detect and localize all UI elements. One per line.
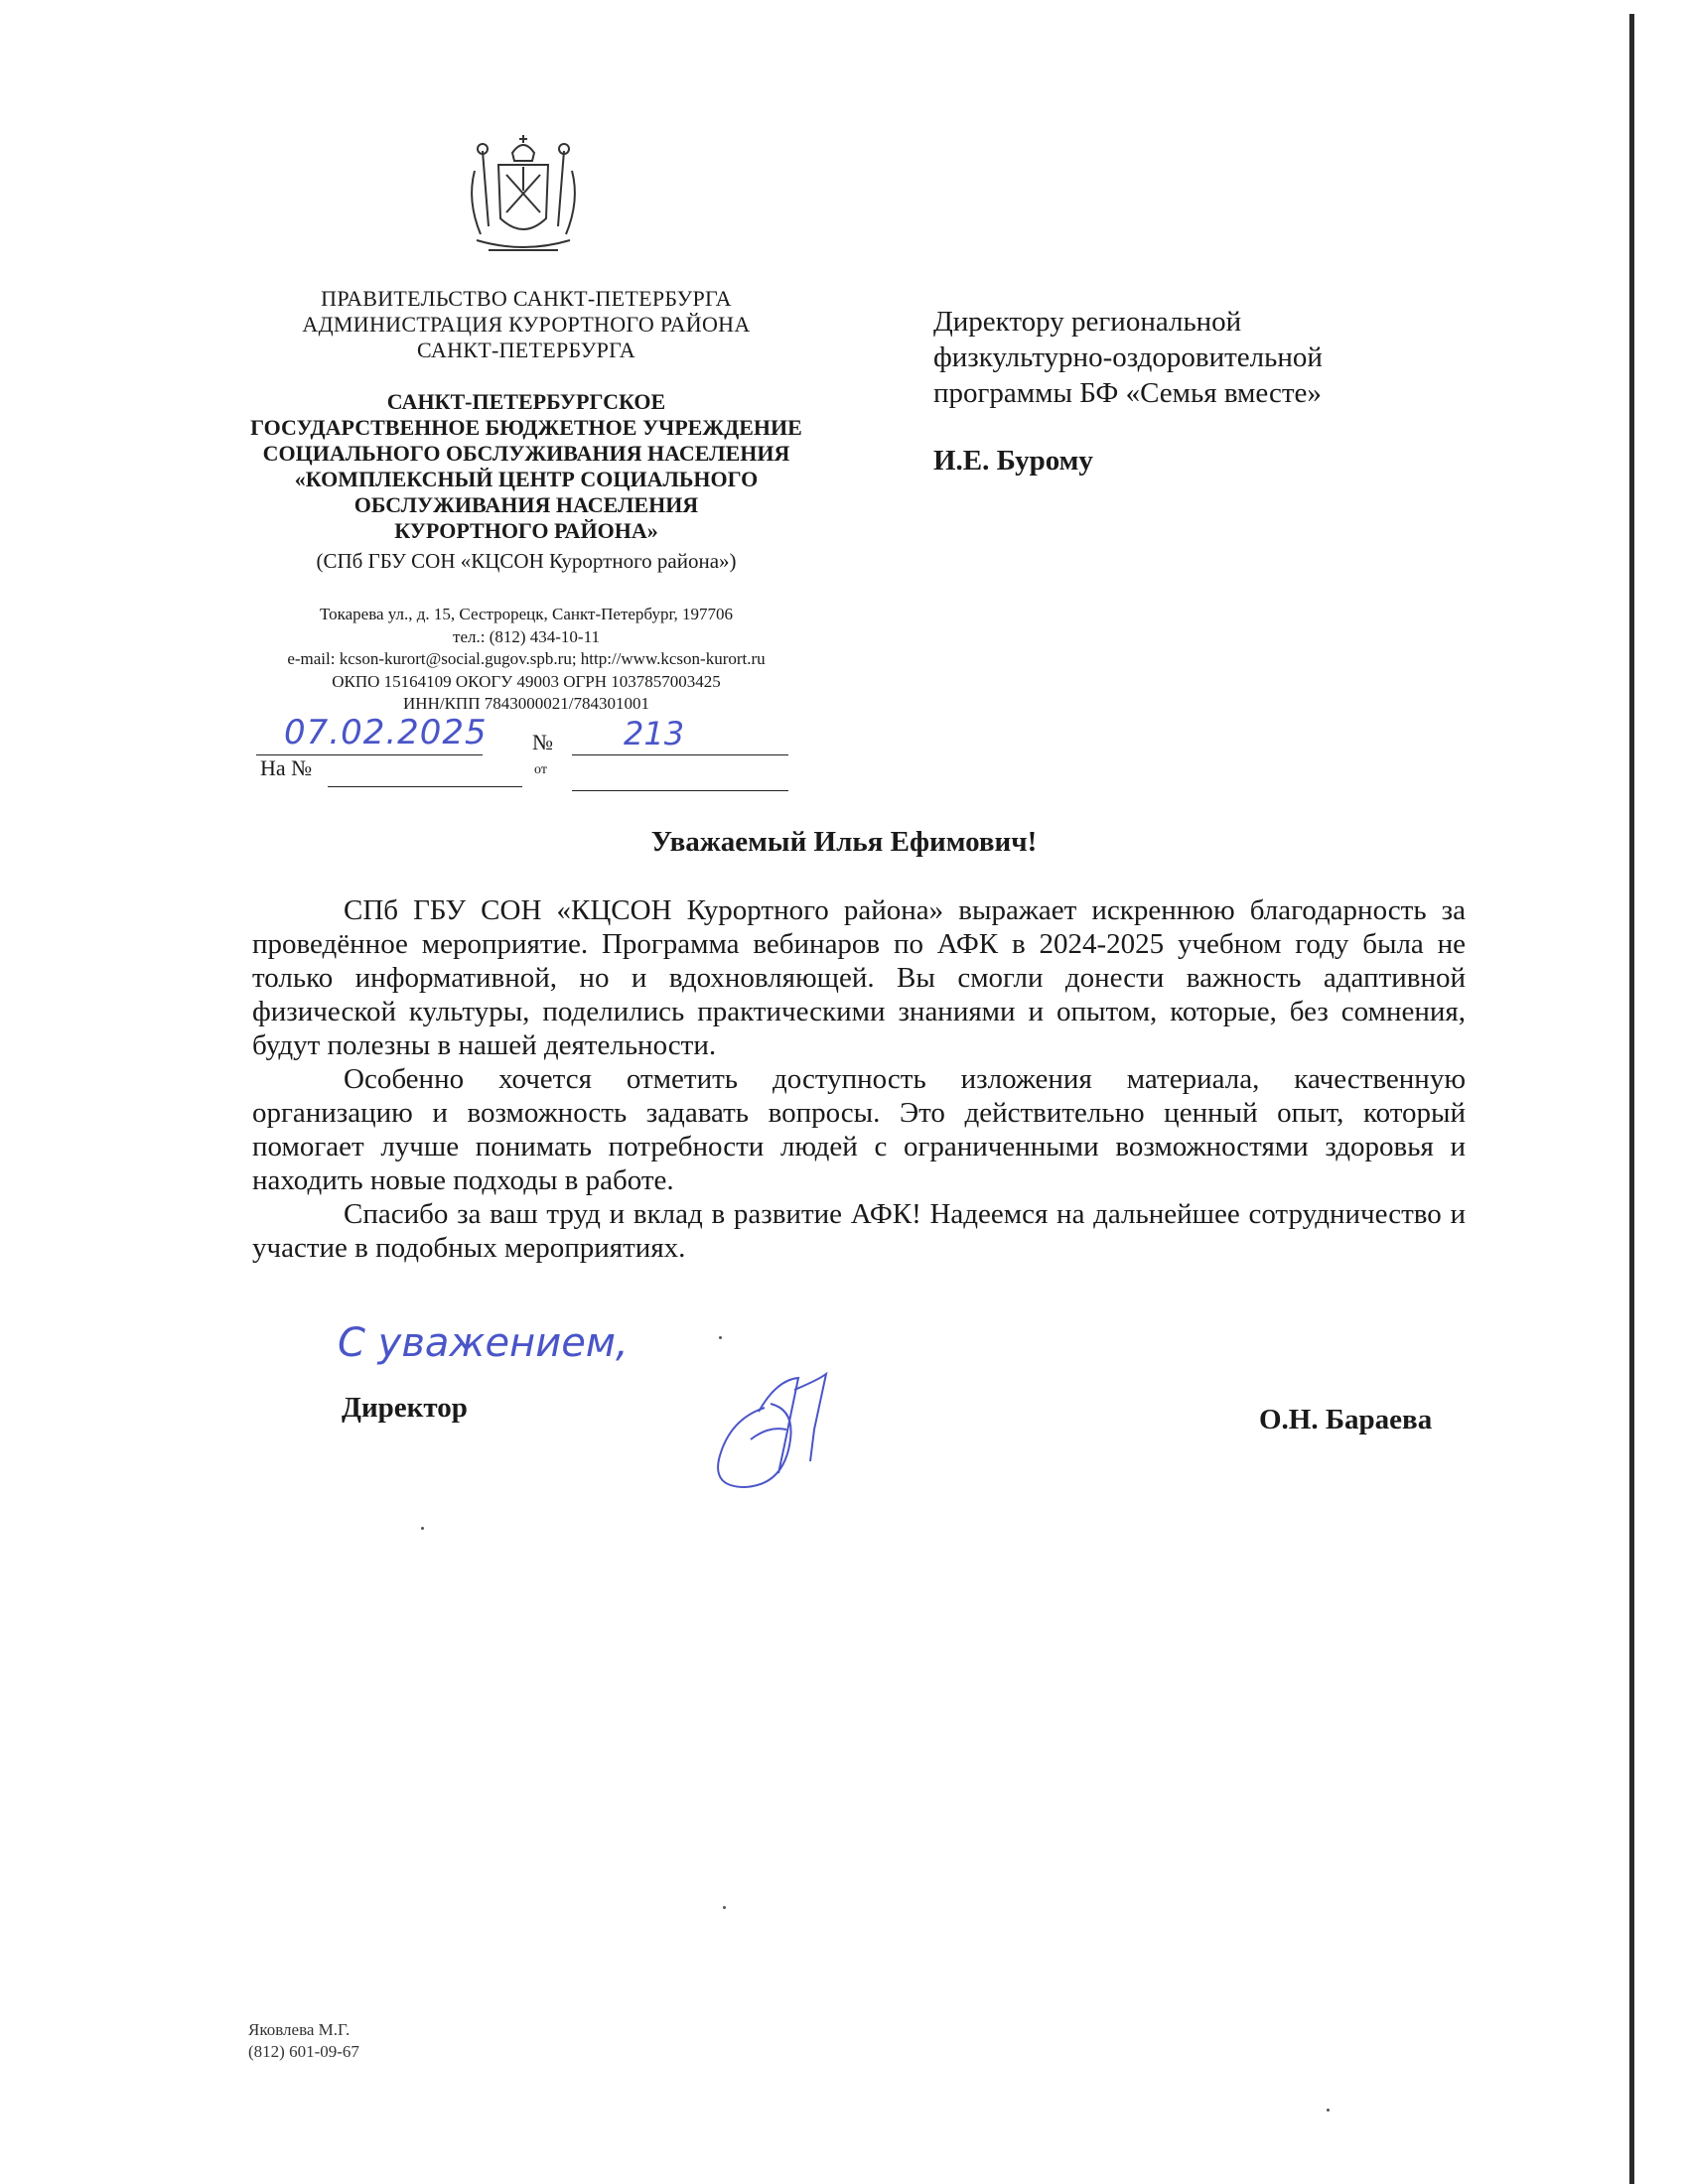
address: Токарева ул., д. 15, Сестрорецк, Санкт-Петербург, 197706	[320, 605, 733, 623]
reply-number-underline	[328, 786, 522, 787]
body-paragraph: СПб ГБУ СОН «КЦСОН Курортного района» выражает искреннюю благодарность за проведённое мероприятие. Программа вебинаров по АФК в 2024-2025 учебном году была не только информативной, но и вдохновляющей. Вы смогли донести важность адаптивной физической культуры, поделились практическими знаниями и опытом, которые, без сомнения, будут полезны в нашей деятельности.	[252, 894, 1466, 1061]
header-line: САНКТ-ПЕТЕРБУРГА	[417, 338, 635, 362]
letter-body	[252, 893, 1466, 1265]
org-line: «КОМПЛЕКСНЫЙ ЦЕНТР СОЦИАЛЬНОГО	[294, 467, 759, 491]
recipient-title	[933, 304, 1489, 411]
email-web: e-mail: kcson-kurort@social.gugov.spb.ru; http://www.kcson-kurort.ru	[287, 649, 766, 668]
organization-short-name: (СПб ГБУ СОН «КЦСОН Курортного района»)	[316, 549, 737, 573]
handwritten-number: 213	[624, 715, 685, 752]
header-line: ПРАВИТЕЛЬСТВО САНКТ-ПЕТЕРБУРГА	[321, 286, 732, 311]
org-line: ОБСЛУЖИВАНИЯ НАСЕЛЕНИЯ	[353, 492, 699, 517]
signatory-name: О.Н. Бараева	[1259, 1404, 1433, 1435]
from-label: от	[534, 762, 547, 777]
inn-kpp: ИНН/КПП 7843000021/784301001	[403, 694, 649, 713]
scan-edge-line	[1629, 14, 1634, 2184]
number-underline	[572, 754, 788, 755]
recipient-name: И.Е. Бурому	[933, 445, 1093, 477]
coat-of-arms-emblem	[459, 131, 588, 268]
organization-contacts	[216, 604, 836, 716]
reply-number-label: На №	[260, 755, 313, 780]
organization-name	[216, 389, 836, 544]
executor-name: Яковлева М.Г.	[248, 2020, 351, 2039]
from-underline	[572, 790, 788, 791]
org-line: СОЦИАЛЬНОГО ОБСЛУЖИВАНИЯ НАСЕЛЕНИЯ	[262, 441, 790, 466]
government-header	[216, 286, 836, 363]
number-label: №	[532, 730, 553, 754]
org-line: САНКТ-ПЕТЕРБУРГСКОЕ	[386, 389, 666, 414]
body-paragraph: Особенно хочется отметить доступность изложения материала, качественную организацию и возможность задавать вопросы. Это действительно ценный опыт, который помогает лучше понимать потребности людей с ограниченными возможностями здоровья и находить новые подходы в работе.	[252, 1063, 1466, 1196]
recipient-line: программы БФ «Семья вместе»	[933, 377, 1322, 409]
org-line: КУРОРТНОГО РАЙОНА»	[394, 518, 658, 543]
handwritten-date: 07.02.2025	[284, 713, 488, 752]
header-line: АДМИНИСТРАЦИЯ КУРОРТНОГО РАЙОНА	[302, 312, 751, 337]
scan-speck	[719, 1336, 722, 1339]
signatory-role: Директор	[342, 1392, 468, 1424]
handwritten-closing: С уважением,	[338, 1320, 629, 1366]
scan-speck	[723, 1906, 726, 1909]
body-paragraph: Спасибо за ваш труд и вклад в развитие АФК! Надеемся на дальнейшее сотрудничество и участие в подобных мероприятиях.	[252, 1198, 1466, 1264]
scan-speck	[421, 1527, 424, 1530]
scan-speck	[1327, 2109, 1330, 2112]
recipient-line: Директору региональной	[933, 306, 1242, 338]
registry-codes: ОКПО 15164109 ОКОГУ 49003 ОГРН 1037857003425	[332, 671, 721, 691]
recipient-line: физкультурно-оздоровительной	[933, 341, 1323, 373]
org-line: ГОСУДАРСТВЕННОЕ БЮДЖЕТНОЕ УЧРЕЖДЕНИЕ	[250, 415, 802, 440]
executor-info	[248, 2019, 359, 2063]
letter-greeting: Уважаемый Илья Ефимович!	[650, 826, 1038, 858]
handwritten-signature	[699, 1370, 848, 1499]
executor-phone: (812) 601-09-67	[248, 2042, 359, 2061]
phone: тел.: (812) 434-10-11	[453, 626, 600, 646]
